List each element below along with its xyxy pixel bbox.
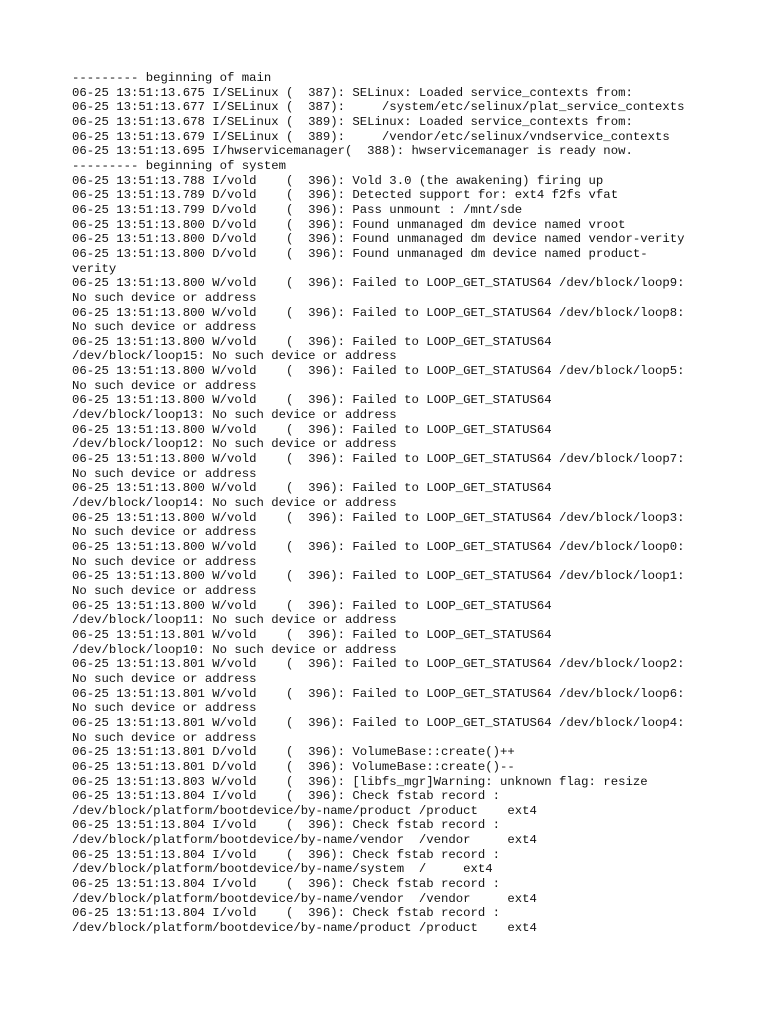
log-line: 06-25 13:51:13.799 D/vold ( 396): Pass unmount : /mnt/sde	[72, 202, 523, 217]
log-line: 06-25 13:51:13.800 W/vold ( 396): Failed to LOOP_GET_STATUS64	[72, 598, 552, 613]
log-line: 06-25 13:51:13.678 I/SELinux ( 389): SELinux: Loaded service_contexts from:	[72, 114, 633, 129]
log-line: --------- beginning of system	[72, 158, 287, 173]
log-line: 06-25 13:51:13.800 D/vold ( 396): Found unmanaged dm device named vroot	[72, 217, 626, 232]
log-line: 06-25 13:51:13.801 W/vold ( 396): Failed to LOOP_GET_STATUS64 /dev/block/loop2:	[72, 657, 685, 672]
log-line: 06-25 13:51:13.801 W/vold ( 396): Failed to LOOP_GET_STATUS64	[72, 627, 552, 642]
log-line: 06-25 13:51:13.788 I/vold ( 396): Vold 3.0 (the awakening) firing up	[72, 173, 604, 188]
log-line: /dev/block/loop15: No such device or address	[72, 349, 397, 364]
log-line: 06-25 13:51:13.801 D/vold ( 396): VolumeBase::create()++	[72, 745, 515, 760]
log-line: No such device or address	[72, 290, 257, 305]
log-line: 06-25 13:51:13.695 I/hwservicemanager( 388): hwservicemanager is ready now.	[72, 144, 633, 159]
log-line: /dev/block/loop11: No such device or address	[72, 613, 397, 628]
log-line: No such device or address	[72, 378, 257, 393]
log-line: No such device or address	[72, 730, 257, 745]
log-line: 06-25 13:51:13.804 I/vold ( 396): Check fstab record :	[72, 818, 501, 833]
log-line: 06-25 13:51:13.800 W/vold ( 396): Failed to LOOP_GET_STATUS64 /dev/block/loop9:	[72, 276, 685, 291]
log-line: 06-25 13:51:13.679 I/SELinux ( 389): /vendor/etc/selinux/vndservice_contexts	[72, 129, 670, 144]
log-line: 06-25 13:51:13.804 I/vold ( 396): Check fstab record :	[72, 789, 501, 804]
log-line: 06-25 13:51:13.801 W/vold ( 396): Failed to LOOP_GET_STATUS64 /dev/block/loop4:	[72, 715, 685, 730]
log-line: 06-25 13:51:13.677 I/SELinux ( 387): /system/etc/selinux/plat_service_contexts	[72, 100, 685, 115]
log-line: 06-25 13:51:13.800 D/vold ( 396): Found unmanaged dm device named product-	[72, 246, 648, 261]
log-line: 06-25 13:51:13.800 W/vold ( 396): Failed to LOOP_GET_STATUS64	[72, 422, 552, 437]
log-line: /dev/block/platform/bootdevice/by-name/system / ext4	[72, 862, 493, 877]
log-line: 06-25 13:51:13.804 I/vold ( 396): Check fstab record :	[72, 877, 501, 892]
log-line: No such device or address	[72, 320, 257, 335]
log-line: 06-25 13:51:13.800 W/vold ( 396): Failed to LOOP_GET_STATUS64 /dev/block/loop8:	[72, 305, 685, 320]
log-line: /dev/block/platform/bootdevice/by-name/product /product ext4	[72, 803, 537, 818]
log-line: /dev/block/loop12: No such device or address	[72, 437, 397, 452]
log-line: /dev/block/loop14: No such device or address	[72, 496, 397, 511]
log-line: No such device or address	[72, 701, 257, 716]
log-line: verity	[72, 261, 117, 276]
log-line: 06-25 13:51:13.800 W/vold ( 396): Failed to LOOP_GET_STATUS64	[72, 481, 552, 496]
log-line: /dev/block/platform/bootdevice/by-name/vendor /vendor ext4	[72, 833, 537, 848]
log-line: 06-25 13:51:13.800 W/vold ( 396): Failed to LOOP_GET_STATUS64 /dev/block/loop1:	[72, 569, 685, 584]
log-line: No such device or address	[72, 525, 257, 540]
log-line: 06-25 13:51:13.800 D/vold ( 396): Found unmanaged dm device named vendor-verity	[72, 232, 685, 247]
log-output	[72, 71, 732, 936]
log-line: /dev/block/loop13: No such device or address	[72, 408, 397, 423]
log-line: No such device or address	[72, 554, 257, 569]
log-line: No such device or address	[72, 466, 257, 481]
log-line: 06-25 13:51:13.800 W/vold ( 396): Failed to LOOP_GET_STATUS64	[72, 393, 552, 408]
log-line: 06-25 13:51:13.800 W/vold ( 396): Failed to LOOP_GET_STATUS64 /dev/block/loop0:	[72, 540, 685, 554]
log-line: 06-25 13:51:13.804 I/vold ( 396): Check fstab record :	[72, 906, 501, 921]
log-line: 06-25 13:51:13.804 I/vold ( 396): Check fstab record :	[72, 847, 501, 862]
log-line: 06-25 13:51:13.800 W/vold ( 396): Failed to LOOP_GET_STATUS64	[72, 334, 552, 349]
log-line: 06-25 13:51:13.801 D/vold ( 396): VolumeBase::create()--	[72, 759, 515, 774]
log-line: 06-25 13:51:13.803 W/vold ( 396): [libfs_mgr]Warning: unknown flag: resize	[72, 774, 648, 789]
log-line: /dev/block/platform/bootdevice/by-name/product /product ext4	[72, 921, 537, 936]
log-line: 06-25 13:51:13.801 W/vold ( 396): Failed to LOOP_GET_STATUS64 /dev/block/loop6:	[72, 686, 685, 701]
log-line: 06-25 13:51:13.675 I/SELinux ( 387): SELinux: Loaded service_contexts from:	[72, 85, 633, 100]
log-line: /dev/block/platform/bootdevice/by-name/vendor /vendor ext4	[72, 891, 537, 906]
log-line: /dev/block/loop10: No such device or address	[72, 642, 397, 657]
log-line: 06-25 13:51:13.800 W/vold ( 396): Failed to LOOP_GET_STATUS64 /dev/block/loop3:	[72, 510, 685, 525]
log-line: 06-25 13:51:13.800 W/vold ( 396): Failed to LOOP_GET_STATUS64 /dev/block/loop5:	[72, 364, 685, 379]
log-line: No such device or address	[72, 671, 257, 686]
log-line: No such device or address	[72, 583, 257, 598]
log-line: --------- beginning of main	[72, 71, 272, 85]
log-line: 06-25 13:51:13.800 W/vold ( 396): Failed to LOOP_GET_STATUS64 /dev/block/loop7:	[72, 452, 685, 467]
log-line: 06-25 13:51:13.789 D/vold ( 396): Detected support for: ext4 f2fs vfat	[72, 188, 619, 203]
